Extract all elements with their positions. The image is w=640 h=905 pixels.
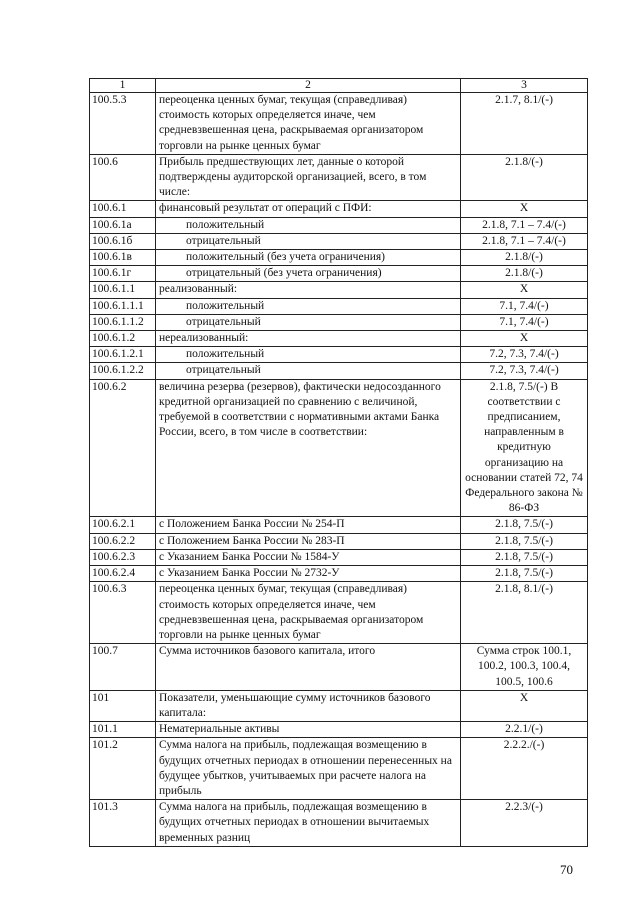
table-row — [90, 379, 588, 517]
row-description: финансовый результат от операций с ПФИ: — [156, 201, 461, 217]
row-code: 100.6.1.1.2 — [90, 314, 156, 330]
row-code: 100.6.1в — [90, 250, 156, 266]
row-code: 100.6.1б — [90, 233, 156, 249]
row-description: с Положением Банка России № 254-П — [156, 517, 461, 533]
header-cell-2: 2 — [156, 79, 461, 93]
row-reference: 2.1.8/(-) — [461, 266, 588, 282]
table-row — [90, 738, 588, 800]
row-code: 100.6.1 — [90, 201, 156, 217]
row-code: 100.7 — [90, 644, 156, 691]
row-reference: 2.1.8, 7.5/(-) — [461, 517, 588, 533]
table-row — [90, 314, 588, 330]
row-description: отрицательный — [156, 314, 461, 330]
row-code: 100.6.1.2 — [90, 331, 156, 347]
row-code: 100.6.2.1 — [90, 517, 156, 533]
row-reference: 2.2.2./(-) — [461, 738, 588, 800]
row-description: отрицательный — [156, 233, 461, 249]
table-row — [90, 201, 588, 217]
row-code: 101.1 — [90, 722, 156, 738]
row-reference: X — [461, 331, 588, 347]
table-row — [90, 517, 588, 533]
row-description: с Указанием Банка России № 1584-У — [156, 549, 461, 565]
row-reference: 2.1.8, 8.1/(-) — [461, 582, 588, 644]
row-reference: 2.1.8/(-) — [461, 154, 588, 201]
row-code: 100.6.1.2.1 — [90, 347, 156, 363]
row-description: положительный — [156, 298, 461, 314]
row-reference: 2.1.8, 7.1 – 7.4/(-) — [461, 233, 588, 249]
row-description: отрицательный (без учета ограничения) — [156, 266, 461, 282]
row-description: Нематериальные активы — [156, 722, 461, 738]
table-row — [90, 250, 588, 266]
row-reference: 2.1.7, 8.1/(-) — [461, 93, 588, 155]
row-description: реализованный: — [156, 282, 461, 298]
header-cell-3: 3 — [461, 79, 588, 93]
row-description: переоценка ценных бумаг, текущая (справедливая) стоимость которых определяется иначе, чем средневзвешенная цена, раскрываемая организатором торговли на рынке ценных бумаг — [156, 582, 461, 644]
row-reference: 2.1.8, 7.5/(-) — [461, 566, 588, 582]
row-code: 101.2 — [90, 738, 156, 800]
row-description: нереализованный: — [156, 331, 461, 347]
row-code: 101 — [90, 690, 156, 721]
table-row — [90, 582, 588, 644]
row-code: 100.5.3 — [90, 93, 156, 155]
capital-table — [89, 78, 588, 847]
row-reference: 7.1, 7.4/(-) — [461, 314, 588, 330]
page-number: 70 — [560, 862, 573, 877]
row-code: 100.6.3 — [90, 582, 156, 644]
row-reference: X — [461, 282, 588, 298]
table-row — [90, 690, 588, 721]
row-reference: 2.1.8, 7.5/(-) В соответствии с предписанием, направленным в кредитную организацию на основании статей 72, 74 Федерального закона № 86-ФЗ — [461, 379, 588, 517]
row-description: величина резерва (резервов), фактически недосозданного кредитной организацией по сравнению с величиной, требуемой в соответствии с нормативными актами Банка России, всего, в том числе в соответствии: — [156, 379, 461, 517]
table-row — [90, 331, 588, 347]
row-code: 100.6.2 — [90, 379, 156, 517]
row-code: 101.3 — [90, 800, 156, 847]
row-description: Сумма налога на прибыль, подлежащая возмещению в будущих отчетных периодах в отношении перенесенных на будущее убытков, учитываемых при расчете налога на прибыль — [156, 738, 461, 800]
row-reference: 2.1.8, 7.5/(-) — [461, 533, 588, 549]
row-code: 100.6.1.1.1 — [90, 298, 156, 314]
row-description: положительный — [156, 217, 461, 233]
table-row — [90, 722, 588, 738]
row-code: 100.6.1.2.2 — [90, 363, 156, 379]
table-row — [90, 282, 588, 298]
row-reference: Сумма строк 100.1, 100.2, 100.3, 100.4, 100.5, 100.6 — [461, 644, 588, 691]
row-description: отрицательный — [156, 363, 461, 379]
row-code: 100.6.1г — [90, 266, 156, 282]
row-reference: 2.1.8, 7.5/(-) — [461, 549, 588, 565]
row-description: Показатели, уменьшающие сумму источников базового капитала: — [156, 690, 461, 721]
table-row — [90, 533, 588, 549]
row-reference: 2.2.3/(-) — [461, 800, 588, 847]
table-header-row — [90, 79, 588, 93]
row-description: Сумма источников базового капитала, итого — [156, 644, 461, 691]
row-reference: 7.1, 7.4/(-) — [461, 298, 588, 314]
table-row — [90, 233, 588, 249]
row-reference: X — [461, 690, 588, 721]
row-description: Сумма налога на прибыль, подлежащая возмещению в будущих отчетных периодах в отношении вычитаемых временных разниц — [156, 800, 461, 847]
row-reference: X — [461, 201, 588, 217]
row-code: 100.6.2.4 — [90, 566, 156, 582]
row-description: переоценка ценных бумаг, текущая (справедливая) стоимость которых определяется иначе, чем средневзвешенная цена, раскрываемая организатором торговли на рынке ценных бумаг — [156, 93, 461, 155]
row-reference: 7.2, 7.3, 7.4/(-) — [461, 347, 588, 363]
table-row — [90, 154, 588, 201]
row-reference: 7.2, 7.3, 7.4/(-) — [461, 363, 588, 379]
row-description: положительный — [156, 347, 461, 363]
row-reference: 2.1.8, 7.1 – 7.4/(-) — [461, 217, 588, 233]
row-code: 100.6.1а — [90, 217, 156, 233]
header-cell-1: 1 — [90, 79, 156, 93]
table-row — [90, 549, 588, 565]
row-code: 100.6.2.2 — [90, 533, 156, 549]
row-description: положительный (без учета ограничения) — [156, 250, 461, 266]
row-description: Прибыль предшествующих лет, данные о которой подтверждены аудиторской организацией, всего, в том числе: — [156, 154, 461, 201]
row-reference: 2.2.1/(-) — [461, 722, 588, 738]
row-reference: 2.1.8/(-) — [461, 250, 588, 266]
table-row — [90, 347, 588, 363]
row-code: 100.6.1.1 — [90, 282, 156, 298]
table-row — [90, 93, 588, 155]
table-row — [90, 266, 588, 282]
table-row — [90, 566, 588, 582]
row-code: 100.6.2.3 — [90, 549, 156, 565]
table-row — [90, 800, 588, 847]
table-row — [90, 298, 588, 314]
table-row — [90, 217, 588, 233]
row-description: с Указанием Банка России № 2732-У — [156, 566, 461, 582]
table-row — [90, 644, 588, 691]
row-description: с Положением Банка России № 283-П — [156, 533, 461, 549]
row-code: 100.6 — [90, 154, 156, 201]
table-body — [90, 79, 588, 847]
table-row — [90, 363, 588, 379]
